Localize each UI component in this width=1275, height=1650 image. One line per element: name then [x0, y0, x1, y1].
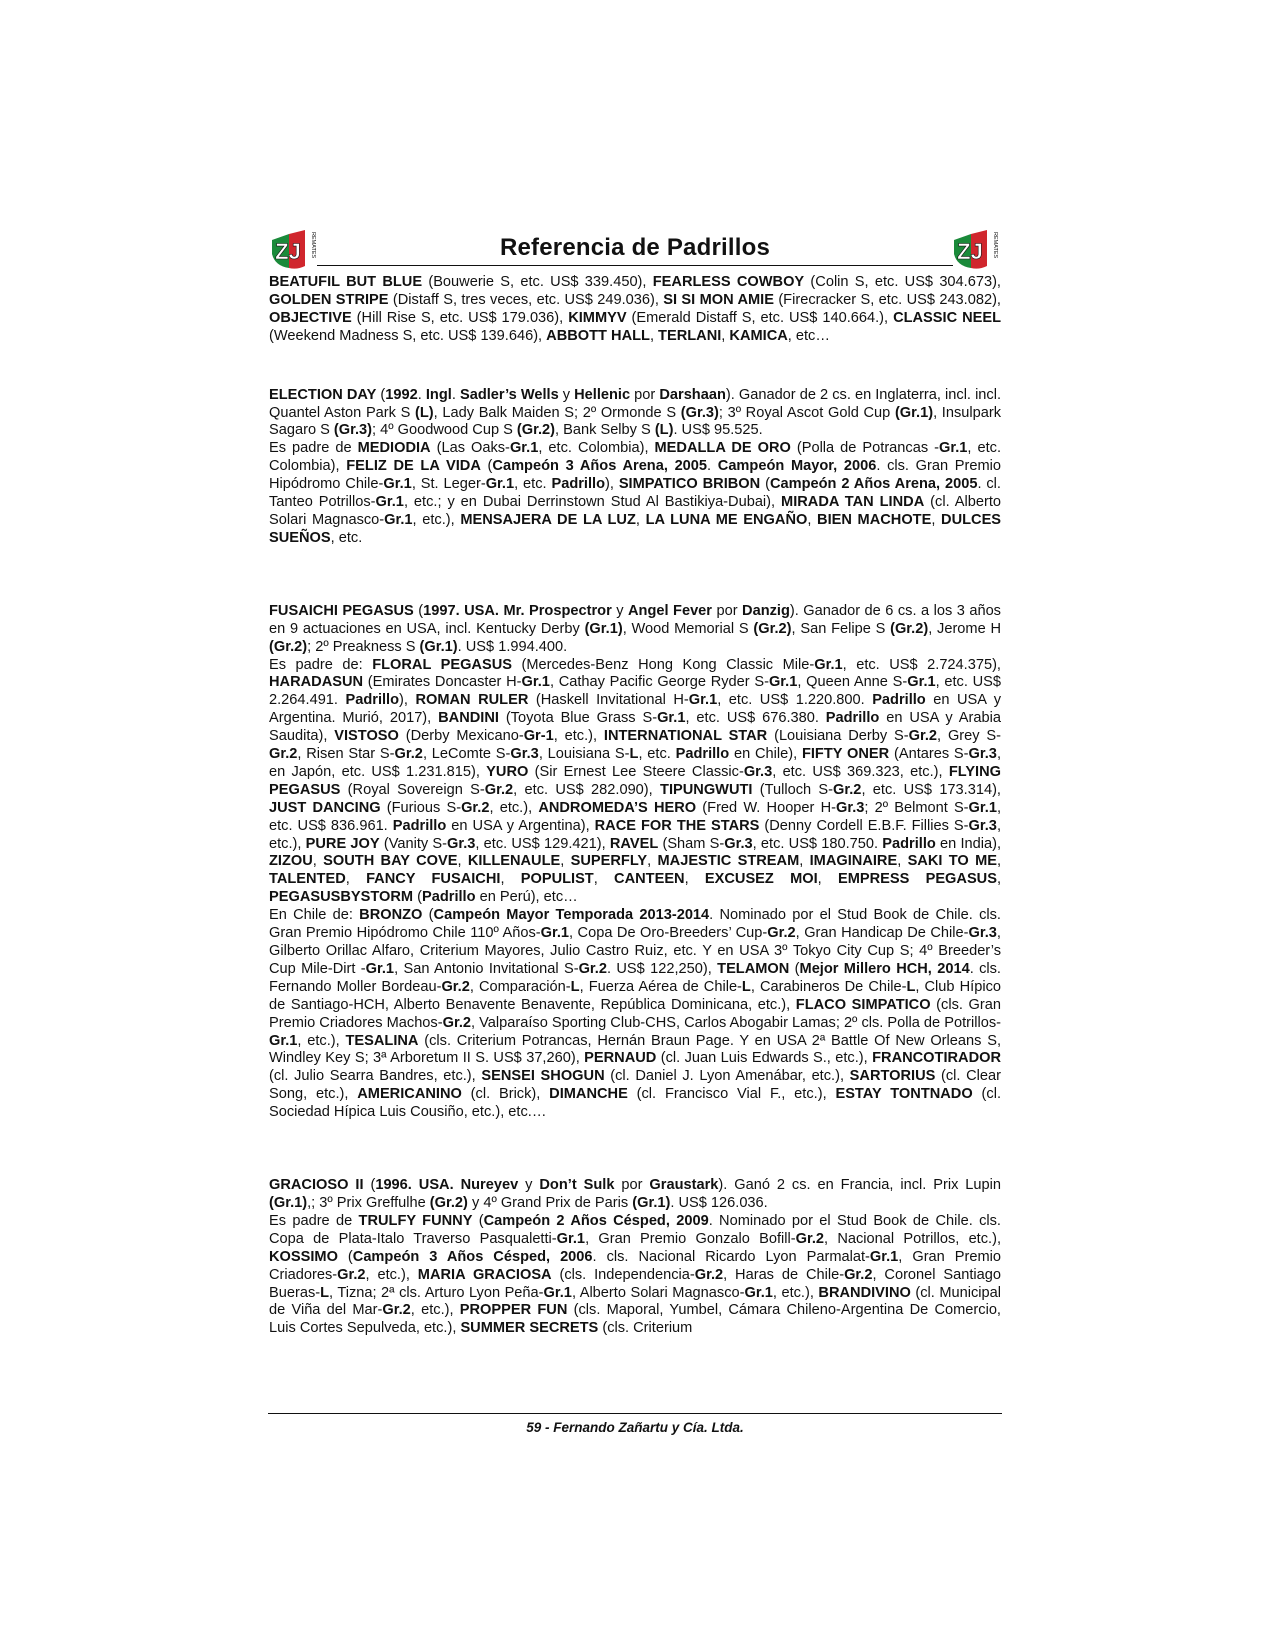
paragraph-election-day: ELECTION DAY (1992. Ingl. Sadler’s Wells y Hellenic por Darshaan). Ganador de 2 cs. en Inglaterra, incl. incl. Quantel Aston Park S (L), Lady Balk Maiden S; 2º Ormonde S (Gr.3); 3º Royal Ascot Gold Cup (Gr.1), Insulpark Sagaro S (Gr.3); 4º Goodwood Cup S (Gr.2), Bank Selby S (L). US$ 95.525.: [269, 386, 1002, 439]
page-footer: [268, 1413, 1002, 1435]
page-title: Referencia de Padrillos: [499, 234, 771, 261]
paragraph-fusaichi-pegasus-chile: En Chile de: BRONZO (Campeón Mayor Temporada 2013-2014. Nominado por el Stud Book de Chile. cls. Gran Premio Hipódromo Chile 110º Años-Gr.1, Copa De Oro-Breeders’ Cup-Gr.2, Gran Handicap De Chile-Gr.3, Gilberto Orillac Alfaro, Criterium Mayores, Julio Castro Ruiz, etc. Y en USA 3º Tokyo City Cup S; 4º Breeder’s Cup Mile-Dirt -Gr.1, San Antonio Invitational S-Gr.2. US$ 122,250), TELAMON (Mejor Millero HCH, 2014. cls. Fernando Moller Bordeau-Gr.2, Comparación-L, Fuerza Aérea de Chile-L, Carabineros De Chile-L, Club Hípico de Santiago-HCH, Alberto Benavente Benavente, República Dominicana, etc.), FLACO SIMPATICO (cls. Gran Premio Criadores Machos-Gr.2, Valparaíso Sporting Club-CHS, Carlos Abogabir Lamas; 2º cls. Polla de Potrillos-Gr.1, etc.), TESALINA (cls. Criterium Potrancas, Hernán Braun Page. Y en USA 2ª Battle Of New Orleans S, Windley Key S; 3ª Arboretum II S. US$ 37,260), PERNAUD (cl. Juan Luis Edwards S., etc.), FRANCOTIRADOR (cl. Julio Searra Bandres, etc.), SENSEI SHOGUN (cl. Daniel J. Lyon Amenábar, etc.), SARTORIUS (cl. Clear Song, etc.), AMERICANINO (cl. Brick), DIMANCHE (cl. Francisco Vial F., etc.), ESTAY TONTNADO (cl. Sociedad Hípica Luis Cousiño, etc.), etc.…: [269, 907, 1002, 1121]
paragraph-gracioso-ii-offspring: Es padre de TRULFY FUNNY (Campeón 2 Años Césped, 2009. Nominado por el Stud Book de Chile. cls. Copa de Plata-Italo Traverso Pasqualetti-Gr.1, Gran Premio Gonzalo Bofill-Gr.2, Nacional Potrillos, etc.), KOSSIMO (Campeón 3 Años Césped, 2006. cls. Nacional Ricardo Lyon Parmalat-Gr.1, Gran Premio Criadores-Gr.2, etc.), MARIA GRACIOSA (cls. Independencia-Gr.2, Haras de Chile-Gr.2, Coronel Santiago Bueras-L, Tizna; 2ª cls. Arturo Lyon Peña-Gr.1, Alberto Solari Magnasco-Gr.1, etc.), BRANDIVINO (cl. Municipal de Viña del Mar-Gr.2, etc.), PROPPER FUN (cls. Maporal, Yumbel, Cámara Chileno-Argentina De Comercio, Luis Cortes Sepulveda, etc.), SUMMER SECRETS (cls. Criterium: [269, 1212, 1002, 1337]
footer-rule: [268, 1413, 1002, 1414]
footer-text: 59 - Fernando Zañartu y Cía. Ltda.: [526, 1420, 744, 1435]
paragraph-gracioso-ii: GRACIOSO II (1996. USA. Nureyev y Don’t Sulk por Graustark). Ganó 2 cs. en Francia, incl. Prix Lupin (Gr.1),; 3º Prix Greffulhe (Gr.2) y 4º Grand Prix de Paris (Gr.1). US$ 126.036.: [269, 1177, 1002, 1211]
header-rule: [317, 265, 953, 266]
zj-remates-logo-right: [951, 228, 1001, 272]
paragraph-beatufil-but-blue: BEATUFIL BUT BLUE (Bouwerie S, etc. US$ 339.450), FEARLESS COWBOY (Colin S, etc. US$ 304.673), GOLDEN STRIPE (Distaff S, tres veces, etc. US$ 249.036), SI SI MON AMIE (Firecracker S, etc. US$ 243.082), OBJECTIVE (Hill Rise S, etc. US$ 179.036), KIMMYV (Emerald Distaff S, etc. US$ 140.664.), CLASSIC NEEL (Weekend Madness S, etc. US$ 139.646), ABBOTT HALL, TERLANI, KAMICA, etc…: [269, 274, 1002, 344]
page-header: [269, 228, 1001, 274]
zj-remates-logo-left: [269, 228, 319, 272]
page-body: [269, 228, 1001, 1338]
logo-letters: ZJ: [957, 239, 983, 264]
logo-side-text: REMATES: [992, 232, 998, 259]
logo-letters: ZJ: [275, 239, 301, 264]
paragraph-fusaichi-pegasus-offspring: Es padre de: FLORAL PEGASUS (Mercedes-Benz Hong Kong Classic Mile-Gr.1, etc. US$ 2.724.375), HARADASUN (Emirates Doncaster H-Gr.1, Cathay Pacific George Ryder S-Gr.1, Queen Anne S-Gr.1, etc. US$ 2.264.491. Padrillo), ROMAN RULER (Haskell Invitational H-Gr.1, etc. US$ 1.220.800. Padrillo en USA y Argentina. Murió, 2017), BANDINI (Toyota Blue Grass S-Gr.1, etc. US$ 676.380. Padrillo en USA y Arabia Saudita), VISTOSO (Derby Mexicano-Gr-1, etc.), INTERNATIONAL STAR (Louisiana Derby S-Gr.2, Grey S-Gr.2, Risen Star S-Gr.2, LeComte S-Gr.3, Louisiana S-L, etc. Padrillo en Chile), FIFTY ONER (Antares S-Gr.3, en Japón, etc. US$ 1.231.815), YURO (Sir Ernest Lee Steere Classic-Gr.3, etc. US$ 369.323, etc.), FLYING PEGASUS (Royal Sovereign S-Gr.2, etc. US$ 282.090), TIPUNGWUTI (Tulloch S-Gr.2, etc. US$ 173.314), JUST DANCING (Furious S-Gr.2, etc.), ANDROMEDA’S HERO (Fred W. Hooper H-Gr.3; 2º Belmont S-Gr.1, etc. US$ 836.961. Padrillo en USA y Argentina), RACE FOR THE STARS (Denny Cordell E.B.F. Fillies S-Gr.3, etc.), PURE JOY (Vanity S-Gr.3, etc. US$ 129.421), RAVEL (Sham S-Gr.3, etc. US$ 180.750. Padrillo en India), ZIZOU, SOUTH BAY COVE, KILLENAULE, SUPERFLY, MAJESTIC STREAM, IMAGINAIRE, SAKI TO ME, TALENTED, FANCY FUSAICHI, POPULIST, CANTEEN, EXCUSEZ MOI, EMPRESS PEGASUS, PEGASUSBYSTORM (Padrillo en Perú), etc…: [269, 656, 1002, 906]
paragraph-election-day-offspring: Es padre de MEDIODIA (Las Oaks-Gr.1, etc. Colombia), MEDALLA DE ORO (Polla de Potrancas -Gr.1, etc. Colombia), FELIZ DE LA VIDA (Campeón 3 Años Arena, 2005. Campeón Mayor, 2006. cls. Gran Premio Hipódromo Chile-Gr.1, St. Leger-Gr.1, etc. Padrillo), SIMPATICO BRIBON (Campeón 2 Años Arena, 2005. cl. Tanteo Potrillos-Gr.1, etc.; y en Dubai Derrinstown Stud Al Bastikiya-Dubai), MIRADA TAN LINDA (cl. Alberto Solari Magnasco-Gr.1, etc.), MENSAJERA DE LA LUZ, LA LUNA ME ENGAÑO, BIEN MACHOTE, DULCES SUEÑOS, etc.: [269, 440, 1002, 546]
paragraph-fusaichi-pegasus: FUSAICHI PEGASUS (1997. USA. Mr. Prospectror y Angel Fever por Danzig). Ganador de 6 cs. a los 3 años en 9 actuaciones en USA, incl. Kentucky Derby (Gr.1), Wood Memorial S (Gr.2), San Felipe S (Gr.2), Jerome H (Gr.2); 2º Preakness S (Gr.1). US$ 1.994.400.: [269, 602, 1002, 655]
logo-side-text: REMATES: [310, 232, 316, 259]
